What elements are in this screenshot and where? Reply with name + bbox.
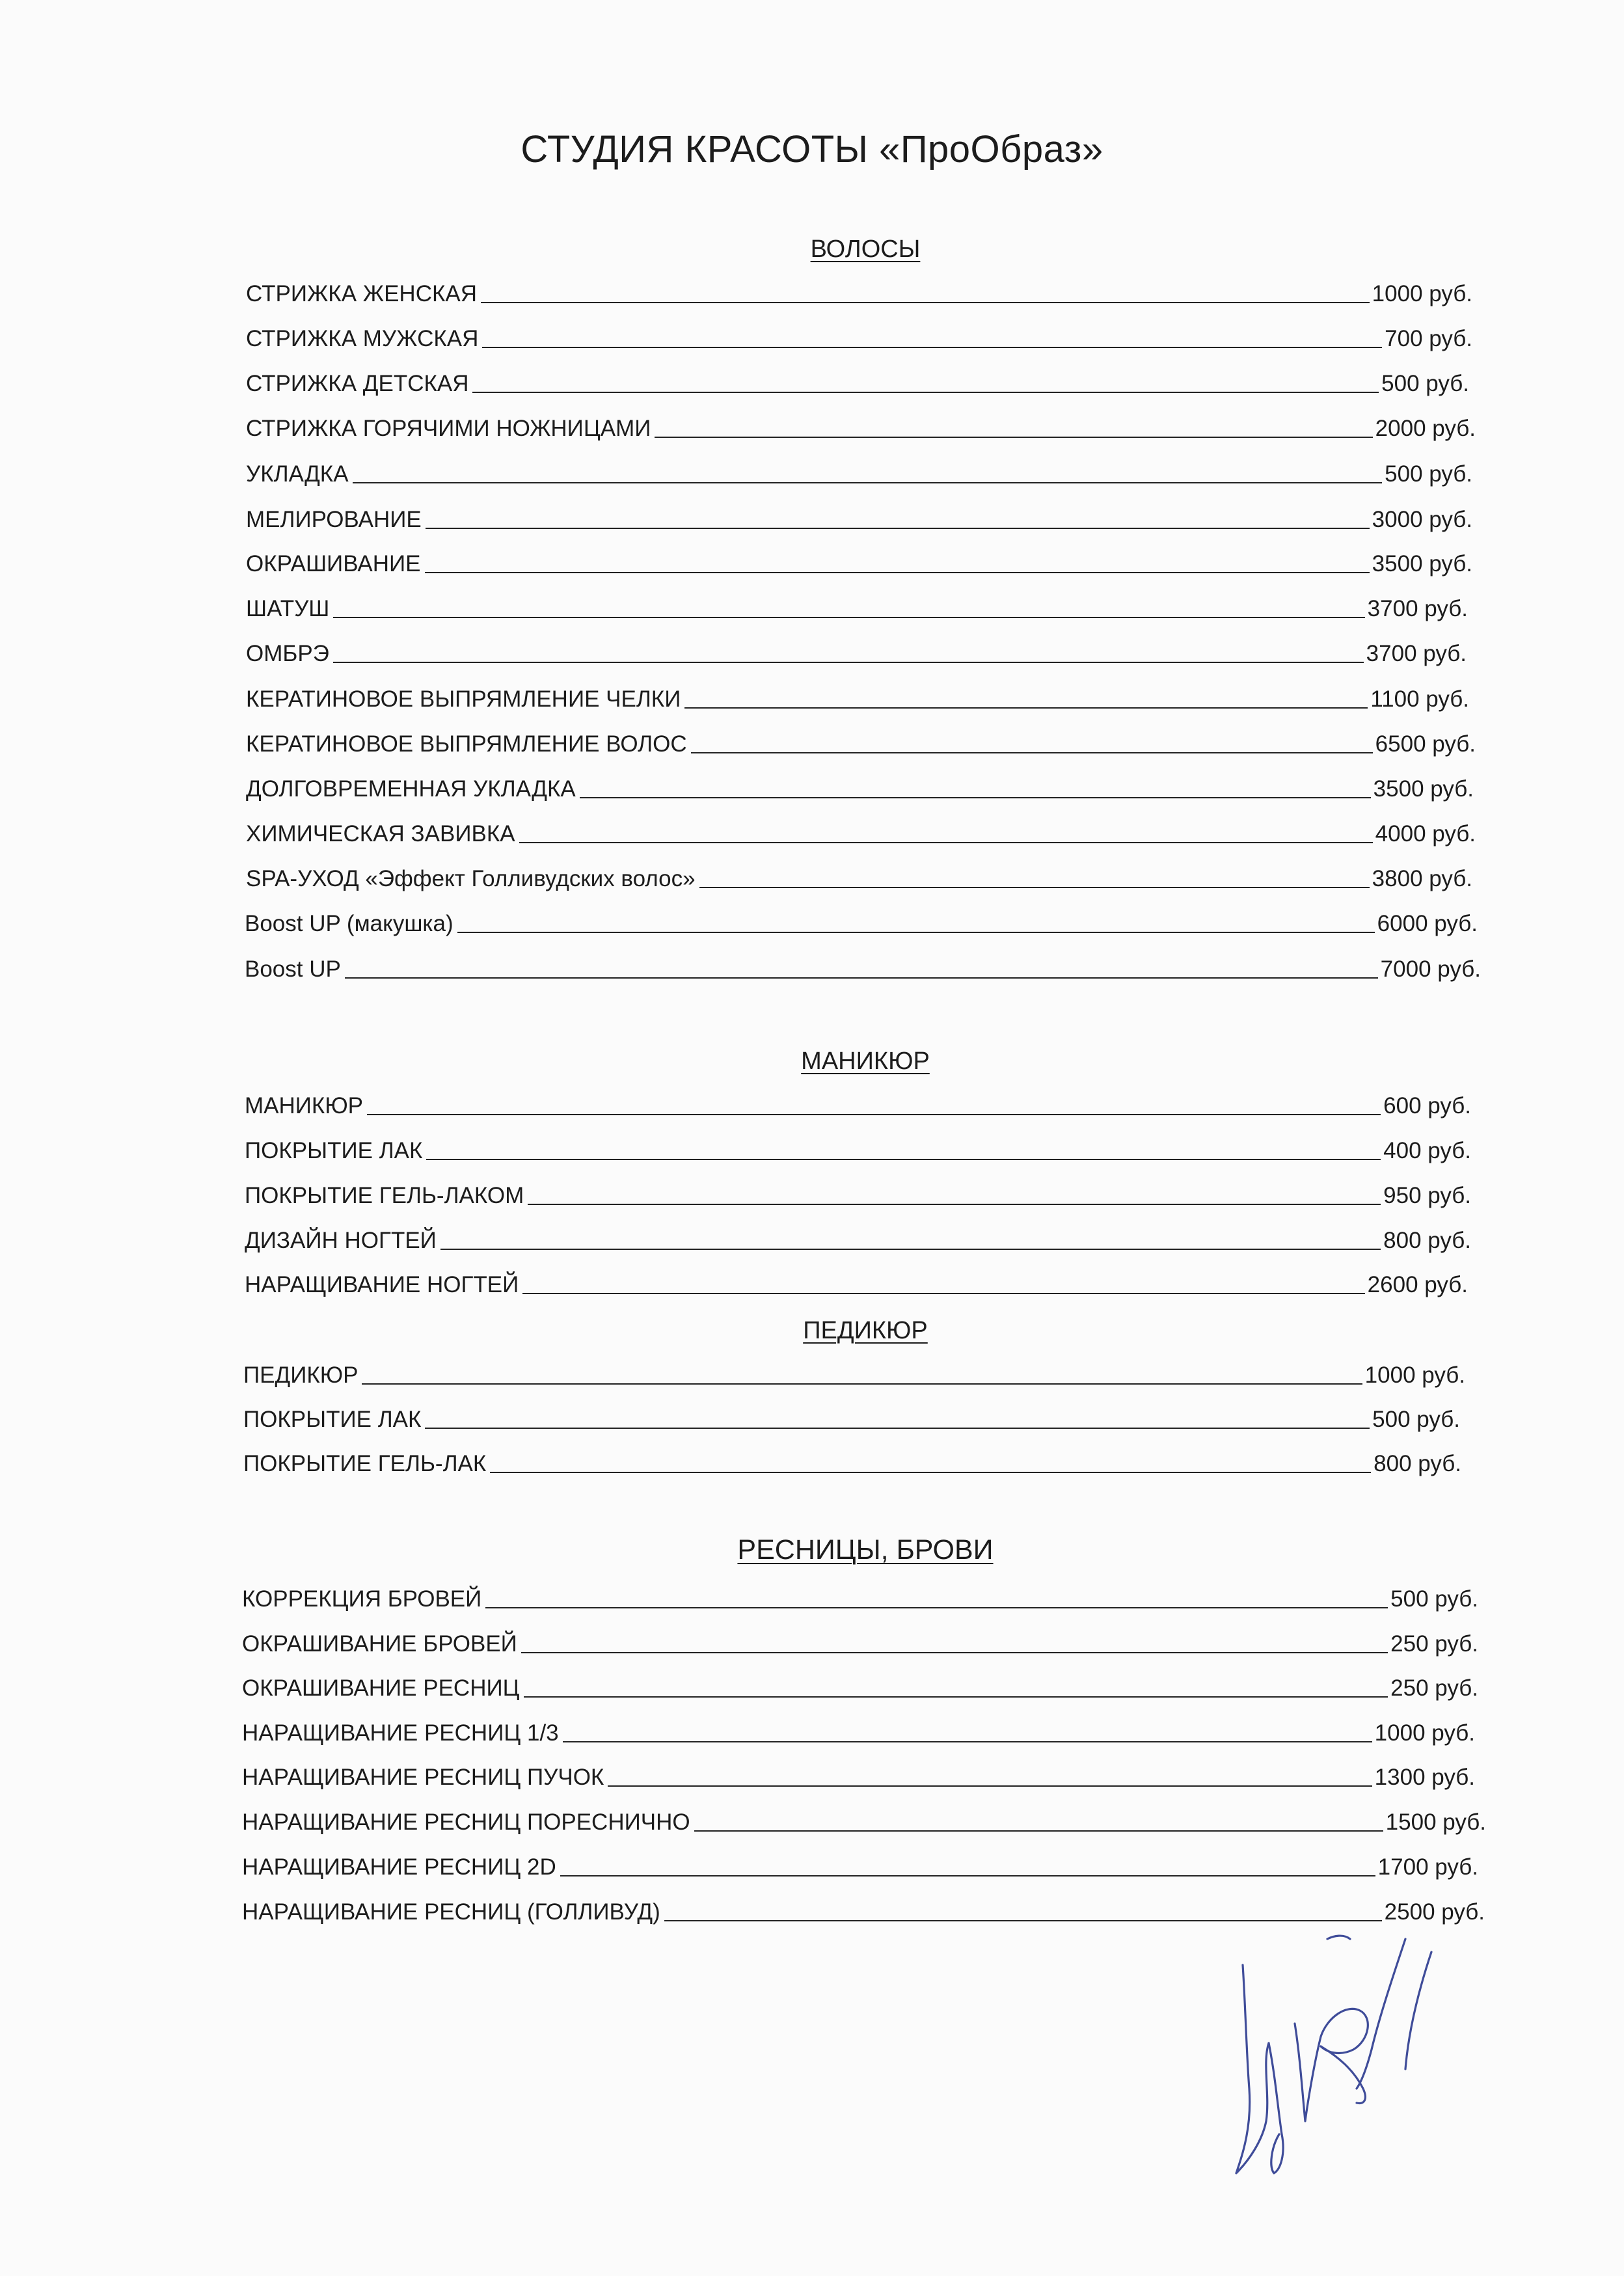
list-item xyxy=(245,1269,1468,1298)
service-label: Boost UP (макушка) xyxy=(245,911,453,936)
service-label: ДИЗАЙН НОГТЕЙ xyxy=(245,1228,437,1253)
list-item xyxy=(245,954,1481,982)
leader-line xyxy=(684,707,1368,709)
list-item xyxy=(246,774,1474,802)
list-item xyxy=(246,368,1469,397)
section-heading-lashes-brows: РЕСНИЦЫ, БРОВИ xyxy=(737,1534,994,1565)
service-label: СТРИЖКА ДЕТСКАЯ xyxy=(246,371,469,396)
list-item xyxy=(245,908,1478,937)
service-price: 7000 руб. xyxy=(1380,956,1481,982)
list-item xyxy=(243,1360,1465,1389)
service-price: 1700 руб. xyxy=(1377,1854,1478,1880)
leader-line xyxy=(485,1606,1388,1608)
service-price: 1500 руб. xyxy=(1385,1809,1486,1835)
service-label: НАРАЩИВАНИЕ РЕСНИЦ 1/3 xyxy=(242,1720,559,1746)
service-price: 6000 руб. xyxy=(1377,911,1478,936)
service-price: 1000 руб. xyxy=(1364,1362,1465,1388)
service-label: СТРИЖКА ГОРЯЧИМИ НОЖНИЦАМИ xyxy=(246,416,651,441)
service-price: 2600 руб. xyxy=(1367,1272,1468,1297)
leader-line xyxy=(691,752,1373,753)
list-item xyxy=(246,504,1472,533)
service-label: ДОЛГОВРЕМЕННАЯ УКЛАДКА xyxy=(246,776,576,802)
service-label: ШАТУШ xyxy=(246,596,330,621)
service-price: 500 руб. xyxy=(1381,371,1469,396)
service-price: 800 руб. xyxy=(1374,1451,1461,1476)
service-price: 950 руб. xyxy=(1383,1183,1471,1208)
service-label: КЕРАТИНОВОЕ ВЫПРЯМЛЕНИЕ ЧЕЛКИ xyxy=(246,686,681,712)
leader-line xyxy=(482,346,1382,348)
service-label: ОКРАШИВАНИЕ БРОВЕЙ xyxy=(242,1631,517,1657)
list-item xyxy=(245,1135,1471,1164)
service-price: 800 руб. xyxy=(1383,1228,1471,1253)
leader-line xyxy=(333,616,1364,618)
list-item xyxy=(242,1897,1485,1925)
leader-line xyxy=(425,1427,1370,1429)
leader-line xyxy=(481,301,1370,303)
leader-line xyxy=(655,436,1372,438)
leader-line xyxy=(426,527,1370,529)
section-heading-pedicure: ПЕДИКЮР xyxy=(803,1317,928,1344)
service-price: 400 руб. xyxy=(1383,1138,1471,1163)
list-item xyxy=(242,1584,1478,1612)
leader-line xyxy=(426,1158,1381,1160)
service-price: 500 руб. xyxy=(1385,461,1472,487)
list-item xyxy=(246,278,1472,307)
service-label: МАНИКЮР xyxy=(245,1093,364,1118)
service-price: 2000 руб. xyxy=(1375,416,1476,441)
list-item xyxy=(243,1404,1460,1433)
list-item xyxy=(242,1807,1486,1836)
service-label: НАРАЩИВАНИЕ РЕСНИЦ ПУЧОК xyxy=(242,1765,604,1790)
handwritten-signature-icon xyxy=(1223,1926,1496,2199)
section-heading-manicure: МАНИКЮР xyxy=(801,1048,930,1075)
list-item xyxy=(242,1718,1475,1746)
service-price: 3700 руб. xyxy=(1367,596,1468,621)
service-label: УКЛАДКА xyxy=(246,461,349,487)
list-item xyxy=(242,1852,1478,1880)
leader-line xyxy=(367,1113,1381,1115)
list-item xyxy=(245,1225,1471,1254)
service-price: 700 руб. xyxy=(1385,326,1472,351)
list-item xyxy=(246,549,1472,577)
leader-line xyxy=(580,796,1371,798)
list-item xyxy=(246,729,1476,757)
service-label: SPA-УХОД «Эффект Голливудских волос» xyxy=(246,866,696,891)
leader-line xyxy=(528,1203,1381,1205)
service-price: 1300 руб. xyxy=(1374,1765,1475,1790)
page-title: СТУДИЯ КРАСОТЫ «ПроОбраз» xyxy=(521,128,1103,170)
service-label: МЕЛИРОВАНИЕ xyxy=(246,507,422,532)
leader-line xyxy=(440,1248,1381,1250)
service-label: ПОКРЫТИЕ ЛАК xyxy=(243,1407,422,1432)
service-price: 500 руб. xyxy=(1372,1407,1460,1432)
list-item xyxy=(242,1673,1478,1701)
service-price: 1000 руб. xyxy=(1374,1720,1475,1746)
service-price: 1100 руб. xyxy=(1370,686,1469,712)
service-label: КОРРЕКЦИЯ БРОВЕЙ xyxy=(242,1586,482,1612)
service-label: ОМБРЭ xyxy=(246,641,329,666)
service-label: ХИМИЧЕСКАЯ ЗАВИВКА xyxy=(246,821,515,847)
leader-line xyxy=(522,1292,1364,1294)
list-item xyxy=(245,1180,1471,1209)
leader-line xyxy=(362,1383,1362,1385)
list-item xyxy=(242,1762,1475,1791)
leader-line xyxy=(694,1830,1383,1832)
service-price: 6500 руб. xyxy=(1375,731,1476,757)
service-price: 4000 руб. xyxy=(1375,821,1476,847)
leader-line xyxy=(425,571,1370,573)
list-item xyxy=(246,863,1472,892)
list-item xyxy=(246,323,1472,352)
service-label: КЕРАТИНОВОЕ ВЫПРЯМЛЕНИЕ ВОЛОС xyxy=(246,731,687,757)
list-item xyxy=(246,819,1476,847)
service-price: 3500 руб. xyxy=(1372,551,1472,576)
list-item xyxy=(246,413,1476,442)
leader-line xyxy=(519,841,1373,843)
service-price: 250 руб. xyxy=(1390,1675,1478,1701)
service-price: 500 руб. xyxy=(1390,1586,1478,1612)
leader-line xyxy=(664,1919,1382,1921)
leader-line xyxy=(524,1696,1388,1698)
service-label: ОКРАШИВАНИЕ xyxy=(246,551,421,576)
leader-line xyxy=(472,391,1379,393)
leader-line xyxy=(521,1651,1388,1653)
service-price: 250 руб. xyxy=(1390,1631,1478,1657)
service-price: 600 руб. xyxy=(1383,1093,1471,1118)
service-label: НАРАЩИВАНИЕ НОГТЕЙ xyxy=(245,1272,519,1297)
section-heading-hair: ВОЛОСЫ xyxy=(810,236,921,263)
service-label: ПОКРЫТИЕ ГЕЛЬ-ЛАК xyxy=(243,1451,487,1476)
service-label: НАРАЩИВАНИЕ РЕСНИЦ (ГОЛЛИВУД) xyxy=(242,1899,660,1925)
leader-line xyxy=(560,1875,1375,1876)
service-price: 1000 руб. xyxy=(1372,281,1472,306)
leader-line xyxy=(490,1471,1371,1473)
list-item xyxy=(246,638,1467,667)
service-label: СТРИЖКА ЖЕНСКАЯ xyxy=(246,281,477,306)
leader-line xyxy=(699,886,1370,888)
service-label: ПОКРЫТИЕ ЛАК xyxy=(245,1138,423,1163)
service-label: ОКРАШИВАНИЕ РЕСНИЦ xyxy=(242,1675,520,1701)
service-label: ПОКРЫТИЕ ГЕЛЬ-ЛАКОМ xyxy=(245,1183,524,1208)
service-label: Boost UP xyxy=(245,956,341,982)
list-item xyxy=(242,1629,1478,1657)
list-item xyxy=(245,1091,1471,1119)
leader-line xyxy=(563,1741,1372,1742)
list-item xyxy=(246,459,1472,487)
service-price: 3800 руб. xyxy=(1372,866,1472,891)
service-label: НАРАЩИВАНИЕ РЕСНИЦ 2D xyxy=(242,1854,556,1880)
service-label: НАРАЩИВАНИЕ РЕСНИЦ ПОРЕСНИЧНО xyxy=(242,1809,690,1835)
list-item xyxy=(246,684,1469,712)
service-label: СТРИЖКА МУЖСКАЯ xyxy=(246,326,479,351)
service-price: 2500 руб. xyxy=(1384,1899,1485,1925)
service-price: 3000 руб. xyxy=(1372,507,1472,532)
list-item xyxy=(243,1448,1461,1477)
service-price: 3700 руб. xyxy=(1366,641,1467,666)
service-label: ПЕДИКЮР xyxy=(243,1362,359,1388)
service-price: 3500 руб. xyxy=(1373,776,1474,802)
leader-line xyxy=(457,931,1375,933)
leader-line xyxy=(333,661,1364,663)
leader-line xyxy=(345,977,1378,979)
leader-line xyxy=(608,1785,1372,1787)
list-item xyxy=(246,593,1468,622)
leader-line xyxy=(353,481,1383,483)
